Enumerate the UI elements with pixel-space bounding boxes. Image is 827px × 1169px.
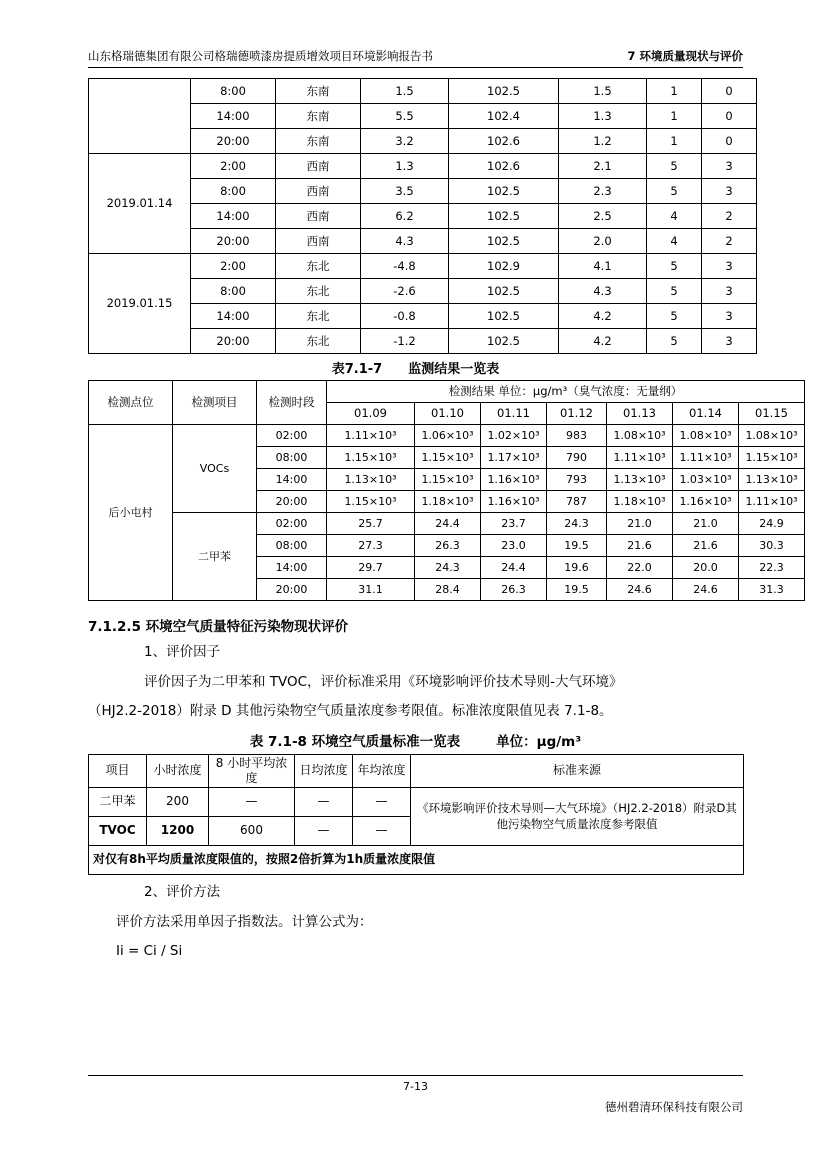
cell-value: 24.6 — [673, 579, 739, 601]
cell-time: 2:00 — [191, 154, 276, 179]
cell-time: 02:00 — [257, 513, 327, 535]
table-row — [89, 425, 805, 447]
header-project: 项目 — [89, 754, 147, 787]
cell-time: 8:00 — [191, 79, 276, 104]
cell-time: 2:00 — [191, 254, 276, 279]
standard-table-caption — [88, 730, 743, 750]
cell-v5: 3 — [702, 154, 757, 179]
cell-time: 14:00 — [257, 557, 327, 579]
cell-time: 20:00 — [191, 329, 276, 354]
cell-value: 1.11×10³ — [739, 491, 805, 513]
header-eight-hour: 8 小时平均浓度 — [209, 754, 295, 787]
table-row — [89, 845, 744, 874]
cell-v3: 1.3 — [559, 104, 647, 129]
cell-v5: 0 — [702, 104, 757, 129]
header-item: 检测项目 — [173, 381, 257, 425]
monitoring-data-body — [89, 79, 757, 354]
table-header-row — [89, 381, 805, 403]
cell-hourly: 200 — [147, 787, 209, 816]
cell-v2: 102.5 — [449, 229, 559, 254]
cell-annual: — — [353, 787, 411, 816]
header-annual: 年均浓度 — [353, 754, 411, 787]
cell-v1: 3.2 — [361, 129, 449, 154]
cell-v3: 4.3 — [559, 279, 647, 304]
paragraph-factor-1: 评价因子为二甲苯和 TVOC，评价标准采用《环境影响评价技术导则-大气环境》 — [144, 673, 623, 690]
cell-value: 1.16×10³ — [481, 469, 547, 491]
cell-v5: 2 — [702, 204, 757, 229]
cell-v1: 3.5 — [361, 179, 449, 204]
cell-value: 20.0 — [673, 557, 739, 579]
cell-direction: 东南 — [276, 104, 361, 129]
cell-standard-source: 《环境影响评价技术导则—大气环境》（HJ2.2-2018）附录D其他污染物空气质量浓度参考限值 — [411, 787, 744, 845]
cell-v2: 102.5 — [449, 329, 559, 354]
cell-direction: 西南 — [276, 154, 361, 179]
standard-table-unit: 单位：μg/m³ — [496, 733, 582, 750]
cell-hourly: 1200 — [147, 816, 209, 845]
cell-time: 14:00 — [191, 304, 276, 329]
section-title: 7.1.2.5 环境空气质量特征污染物现状评价 — [88, 619, 349, 635]
page-footer — [88, 1075, 743, 1115]
cell-value: 1.16×10³ — [673, 491, 739, 513]
cell-value: 1.18×10³ — [415, 491, 481, 513]
cell-v3: 2.0 — [559, 229, 647, 254]
cell-time: 14:00 — [191, 104, 276, 129]
cell-item-vocs: VOCs — [173, 425, 257, 513]
cell-direction: 西南 — [276, 179, 361, 204]
cell-direction: 东北 — [276, 279, 361, 304]
cell-v1: 4.3 — [361, 229, 449, 254]
footer-company: 德州碧清环保科技有限公司 — [605, 1100, 743, 1114]
cell-v5: 2 — [702, 229, 757, 254]
cell-v4: 5 — [647, 279, 702, 304]
cell-value: 1.13×10³ — [327, 469, 415, 491]
cell-v4: 1 — [647, 129, 702, 154]
cell-direction: 东南 — [276, 129, 361, 154]
table-row — [89, 513, 805, 535]
cell-time: 20:00 — [257, 491, 327, 513]
results-table-title: 监测结果一览表 — [408, 362, 500, 377]
cell-v3: 4.1 — [559, 254, 647, 279]
cell-value: 1.15×10³ — [327, 447, 415, 469]
cell-value: 19.5 — [547, 535, 607, 557]
cell-v5: 3 — [702, 329, 757, 354]
cell-value: 1.08×10³ — [673, 425, 739, 447]
cell-value: 26.3 — [415, 535, 481, 557]
header-date-3: 01.12 — [547, 403, 607, 425]
cell-direction: 西南 — [276, 204, 361, 229]
cell-v4: 5 — [647, 154, 702, 179]
air-quality-standard-table — [88, 754, 744, 875]
cell-value: 1.15×10³ — [415, 469, 481, 491]
cell-time: 14:00 — [257, 469, 327, 491]
table-row — [89, 154, 757, 179]
cell-v2: 102.5 — [449, 179, 559, 204]
cell-v1: 6.2 — [361, 204, 449, 229]
cell-date — [89, 79, 191, 154]
cell-v5: 0 — [702, 79, 757, 104]
header-result-group: 检测结果 单位：μg/m³（臭气浓度：无量纲） — [327, 381, 805, 403]
cell-v3: 2.3 — [559, 179, 647, 204]
cell-time: 20:00 — [257, 579, 327, 601]
cell-v4: 5 — [647, 329, 702, 354]
cell-v1: 1.5 — [361, 79, 449, 104]
cell-v5: 3 — [702, 254, 757, 279]
cell-v1: 5.5 — [361, 104, 449, 129]
paragraph-method: 评价方法采用单因子指数法。计算公式为： — [116, 913, 373, 930]
cell-v3: 2.1 — [559, 154, 647, 179]
cell-v5: 3 — [702, 179, 757, 204]
cell-value: 22.0 — [607, 557, 673, 579]
monitoring-data-table — [88, 78, 757, 354]
cell-value: 1.08×10³ — [607, 425, 673, 447]
cell-value: 21.6 — [673, 535, 739, 557]
cell-time: 08:00 — [257, 535, 327, 557]
header-period: 检测时段 — [257, 381, 327, 425]
cell-value: 1.06×10³ — [415, 425, 481, 447]
paragraph-factor-2: （HJ2.2-2018）附录 D 其他污染物空气质量浓度参考限值。标准浓度限值见表 7.1-8。 — [88, 703, 613, 720]
cell-value: 23.0 — [481, 535, 547, 557]
table-header-row — [89, 754, 744, 787]
header-date-2: 01.11 — [481, 403, 547, 425]
cell-v4: 5 — [647, 254, 702, 279]
cell-v2: 102.6 — [449, 154, 559, 179]
header-date-5: 01.14 — [673, 403, 739, 425]
cell-time: 8:00 — [191, 279, 276, 304]
cell-v2: 102.4 — [449, 104, 559, 129]
cell-direction: 东北 — [276, 254, 361, 279]
cell-v4: 1 — [647, 104, 702, 129]
header-date-6: 01.15 — [739, 403, 805, 425]
cell-value: 1.15×10³ — [739, 447, 805, 469]
results-table-caption — [88, 358, 743, 377]
header-left-title: 山东格瑞德集团有限公司格瑞德喷漆房提质增效项目环境影响报告书 — [88, 49, 433, 63]
cell-value: 787 — [547, 491, 607, 513]
cell-time: 20:00 — [191, 229, 276, 254]
cell-v5: 0 — [702, 129, 757, 154]
cell-value: 25.7 — [327, 513, 415, 535]
cell-value: 1.15×10³ — [327, 491, 415, 513]
cell-value: 23.7 — [481, 513, 547, 535]
cell-v3: 1.2 — [559, 129, 647, 154]
cell-v4: 4 — [647, 204, 702, 229]
header-source: 标准来源 — [411, 754, 744, 787]
cell-v2: 102.5 — [449, 279, 559, 304]
header-date-0: 01.09 — [327, 403, 415, 425]
cell-value: 1.18×10³ — [607, 491, 673, 513]
cell-v4: 5 — [647, 304, 702, 329]
cell-value: 24.4 — [415, 513, 481, 535]
paragraph-item2: 2、评价方法 — [144, 883, 221, 900]
cell-v3: 1.5 — [559, 79, 647, 104]
table-row — [89, 79, 757, 104]
standard-table-title: 表 7.1-8 环境空气质量标准一览表 — [249, 733, 461, 750]
cell-value: 22.3 — [739, 557, 805, 579]
cell-v2: 102.6 — [449, 129, 559, 154]
page-number: 7-13 — [403, 1080, 428, 1093]
cell-v1: -0.8 — [361, 304, 449, 329]
cell-daily: — — [295, 816, 353, 845]
cell-value: 24.3 — [547, 513, 607, 535]
cell-v4: 4 — [647, 229, 702, 254]
standard-table-body — [89, 754, 744, 874]
cell-value: 1.11×10³ — [607, 447, 673, 469]
cell-daily: — — [295, 787, 353, 816]
cell-item-xylene: 二甲苯 — [173, 513, 257, 601]
cell-v2: 102.9 — [449, 254, 559, 279]
cell-v2: 102.5 — [449, 204, 559, 229]
cell-value: 24.4 — [481, 557, 547, 579]
cell-v5: 3 — [702, 304, 757, 329]
cell-v3: 2.5 — [559, 204, 647, 229]
cell-value: 21.6 — [607, 535, 673, 557]
table-row — [89, 787, 744, 816]
cell-eight-hour: 600 — [209, 816, 295, 845]
cell-value: 1.11×10³ — [673, 447, 739, 469]
cell-time: 08:00 — [257, 447, 327, 469]
header-right-section: 7 环境质量现状与评价 — [627, 49, 743, 63]
cell-v5: 3 — [702, 279, 757, 304]
cell-value: 31.1 — [327, 579, 415, 601]
cell-v1: -1.2 — [361, 329, 449, 354]
results-table-body — [89, 381, 805, 601]
cell-v3: 4.2 — [559, 304, 647, 329]
cell-value: 790 — [547, 447, 607, 469]
cell-value: 983 — [547, 425, 607, 447]
monitoring-results-table — [88, 380, 805, 601]
cell-v3: 4.2 — [559, 329, 647, 354]
cell-eight-hour: — — [209, 787, 295, 816]
cell-time: 20:00 — [191, 129, 276, 154]
cell-v4: 5 — [647, 179, 702, 204]
cell-value: 26.3 — [481, 579, 547, 601]
header-point: 检测点位 — [89, 381, 173, 425]
cell-value: 1.03×10³ — [673, 469, 739, 491]
page-header — [88, 48, 743, 68]
cell-value: 1.11×10³ — [327, 425, 415, 447]
cell-value: 28.4 — [415, 579, 481, 601]
cell-value: 1.02×10³ — [481, 425, 547, 447]
cell-direction: 东北 — [276, 304, 361, 329]
cell-pollutant-name: 二甲苯 — [89, 787, 147, 816]
cell-value: 19.6 — [547, 557, 607, 579]
standard-table-note: 对仅有8h平均质量浓度限值的，按照2倍折算为1h质量浓度限值 — [89, 845, 744, 874]
cell-v1: 1.3 — [361, 154, 449, 179]
cell-value: 24.9 — [739, 513, 805, 535]
header-date-4: 01.13 — [607, 403, 673, 425]
cell-time: 02:00 — [257, 425, 327, 447]
results-table-number: 表7.1-7 — [331, 362, 383, 377]
cell-value: 1.17×10³ — [481, 447, 547, 469]
cell-value: 1.13×10³ — [607, 469, 673, 491]
cell-value: 27.3 — [327, 535, 415, 557]
paragraph-formula: Ii = Ci / Si — [116, 943, 183, 960]
cell-value: 24.3 — [415, 557, 481, 579]
cell-value: 793 — [547, 469, 607, 491]
cell-time: 14:00 — [191, 204, 276, 229]
cell-v2: 102.5 — [449, 79, 559, 104]
cell-date: 2019.01.15 — [89, 254, 191, 354]
cell-annual: — — [353, 816, 411, 845]
cell-v2: 102.5 — [449, 304, 559, 329]
header-hourly: 小时浓度 — [147, 754, 209, 787]
cell-value: 31.3 — [739, 579, 805, 601]
cell-direction: 东南 — [276, 79, 361, 104]
cell-point-name: 后小屯村 — [89, 425, 173, 601]
cell-date: 2019.01.14 — [89, 154, 191, 254]
header-date-1: 01.10 — [415, 403, 481, 425]
paragraph-item1: 1、评价因子 — [144, 644, 221, 660]
page-content — [88, 48, 798, 970]
cell-direction: 西南 — [276, 229, 361, 254]
cell-value: 1.16×10³ — [481, 491, 547, 513]
cell-direction: 东北 — [276, 329, 361, 354]
cell-value: 1.08×10³ — [739, 425, 805, 447]
cell-value: 1.15×10³ — [415, 447, 481, 469]
cell-value: 19.5 — [547, 579, 607, 601]
table-row — [89, 254, 757, 279]
cell-v1: -2.6 — [361, 279, 449, 304]
cell-value: 24.6 — [607, 579, 673, 601]
cell-v4: 1 — [647, 79, 702, 104]
cell-v1: -4.8 — [361, 254, 449, 279]
cell-pollutant-name: TVOC — [89, 816, 147, 845]
header-daily: 日均浓度 — [295, 754, 353, 787]
cell-value: 1.13×10³ — [739, 469, 805, 491]
cell-value: 21.0 — [673, 513, 739, 535]
cell-value: 30.3 — [739, 535, 805, 557]
cell-value: 29.7 — [327, 557, 415, 579]
cell-time: 8:00 — [191, 179, 276, 204]
cell-value: 21.0 — [607, 513, 673, 535]
